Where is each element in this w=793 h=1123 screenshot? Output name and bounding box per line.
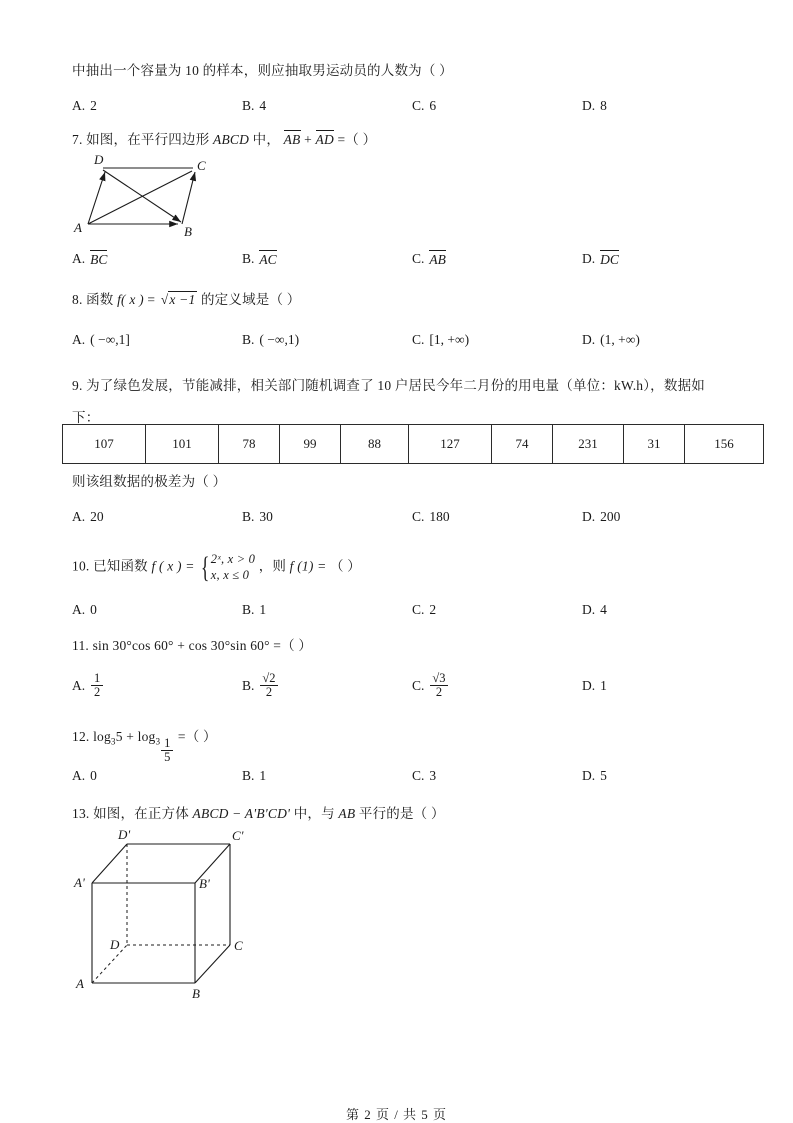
option-a[interactable] bbox=[72, 672, 242, 699]
vertex-label-b: B bbox=[192, 986, 200, 1001]
piecewise-group bbox=[198, 552, 255, 583]
fraction-numerator: √2 bbox=[262, 671, 276, 685]
option-b[interactable] bbox=[242, 768, 412, 784]
option-a-value: ( −∞,1] bbox=[90, 332, 130, 347]
vertex-label-a: A bbox=[76, 976, 84, 991]
question-6-stem: 中抽出一个容量为 10 的样本，则应抽取男运动员的人数为（ ） bbox=[72, 63, 453, 78]
table-cell: 74 bbox=[492, 425, 553, 464]
option-b-value: 1 bbox=[259, 768, 267, 783]
question-7-vector-ab: AB bbox=[283, 132, 301, 147]
question-13-stem bbox=[72, 805, 445, 824]
table-cell: 107 bbox=[63, 425, 146, 464]
fraction-denominator: 2 bbox=[265, 685, 273, 700]
option-a[interactable] bbox=[72, 602, 242, 618]
vertex-label-c: C bbox=[234, 938, 243, 953]
option-b-value: 1 bbox=[259, 602, 267, 617]
option-d-value: 200 bbox=[600, 509, 621, 524]
fraction-numerator: √3 bbox=[432, 671, 446, 685]
table-row bbox=[63, 425, 764, 464]
vertex-label-d: D bbox=[110, 937, 120, 952]
option-a-label: A. bbox=[72, 250, 86, 266]
page-footer: 第 2 页 / 共 5 页 bbox=[345, 1107, 448, 1122]
left-brace-icon: { bbox=[201, 550, 210, 584]
option-c[interactable] bbox=[412, 602, 582, 618]
question-8-function-name: f bbox=[117, 292, 122, 307]
option-d[interactable] bbox=[582, 332, 752, 348]
sqrt-icon: √x −1 bbox=[160, 292, 196, 307]
log-base: 3 bbox=[155, 736, 161, 747]
piecewise-case-2: x, x ≤ 0 bbox=[210, 567, 250, 582]
question-8-stem-post: 的定义域是（ ） bbox=[200, 292, 301, 307]
question-9-number: 9. bbox=[72, 378, 83, 393]
question-8-options bbox=[72, 332, 752, 348]
option-d-value: 1 bbox=[600, 677, 607, 693]
option-b-label: B. bbox=[242, 602, 255, 617]
parallelogram-abcd-svg bbox=[70, 152, 285, 242]
question-11-expression: sin 30°cos 60° + cos 30°sin 60° =（ ） bbox=[92, 638, 313, 653]
option-b-value: ( −∞,1) bbox=[259, 332, 300, 347]
question-7-vector-ad: AD bbox=[315, 132, 334, 147]
vertex-label-c: C bbox=[197, 158, 206, 173]
table-cell: 88 bbox=[341, 425, 409, 464]
option-a-value: 0 bbox=[90, 768, 97, 783]
option-c-value: 2 bbox=[429, 602, 437, 617]
option-c-value: 180 bbox=[429, 509, 450, 524]
fraction-denominator: 5 bbox=[164, 749, 171, 764]
option-c[interactable] bbox=[412, 250, 582, 268]
log-term-1: $\log_35$ bbox=[93, 729, 123, 747]
question-7-quad-label: ABCD bbox=[213, 132, 250, 147]
question-8-equals: = bbox=[147, 292, 156, 307]
question-11-stem bbox=[72, 637, 312, 656]
option-a-label: A. bbox=[72, 677, 86, 693]
question-7-options bbox=[72, 250, 752, 268]
question-9-stem-line2: 下： bbox=[72, 410, 100, 425]
option-c-value: 3 bbox=[429, 768, 437, 783]
question-13-stem-pre: 如图，在正方体 bbox=[93, 806, 189, 821]
question-10-f-of-one: f (1) = bbox=[289, 558, 327, 574]
vertex-label-c-prime: C' bbox=[232, 828, 244, 843]
electricity-usage-table bbox=[62, 424, 764, 464]
question-10-stem bbox=[72, 552, 361, 583]
option-c-label: C. bbox=[412, 332, 425, 347]
option-c-vector: AB bbox=[429, 252, 446, 267]
option-c-label: C. bbox=[412, 768, 425, 783]
question-10-stem-post: ，则 bbox=[258, 558, 287, 574]
question-13-line-ab: AB bbox=[338, 806, 356, 821]
option-c-label: C. bbox=[412, 509, 425, 524]
option-a[interactable] bbox=[72, 98, 242, 114]
question-12-number: 12. bbox=[72, 729, 90, 744]
question-9-text-1: 为了绿色发展，节能减排，相关部门随机调查了 10 户居民今年二月份的用电量（单位：kW.h），数据如 bbox=[86, 378, 705, 393]
option-c[interactable] bbox=[412, 98, 582, 114]
parallelogram-figure bbox=[70, 152, 285, 242]
option-a-label: A. bbox=[72, 332, 86, 347]
option-a-value: 20 bbox=[90, 509, 104, 524]
question-12-stem bbox=[72, 728, 217, 764]
log-term-2: $\log_3$ $\frac{1}{5}$ bbox=[138, 729, 175, 744]
option-b-value: 4 bbox=[259, 98, 267, 113]
log-base: 3 bbox=[110, 736, 116, 747]
question-7-plus: + bbox=[304, 132, 312, 147]
option-d[interactable] bbox=[582, 672, 752, 699]
vertex-label-d-prime: D' bbox=[118, 827, 131, 842]
question-11-options bbox=[72, 672, 752, 699]
option-a[interactable] bbox=[72, 332, 242, 348]
fraction-numerator: 1 bbox=[94, 671, 101, 685]
question-13-stem-mid: 中，与 bbox=[293, 806, 335, 821]
question-10-stem-pre: 已知函数 bbox=[93, 558, 148, 574]
option-c-label: C. bbox=[412, 98, 425, 113]
option-a-value: 0 bbox=[90, 602, 97, 617]
option-b-vector: AC bbox=[259, 252, 277, 267]
question-12-options bbox=[72, 768, 752, 784]
fraction-numerator: 1 bbox=[164, 735, 171, 750]
piecewise-rows bbox=[211, 552, 255, 583]
question-8-number: 8. bbox=[72, 292, 83, 307]
question-8-stem-pre: 函数 bbox=[86, 292, 114, 307]
option-d[interactable] bbox=[582, 250, 752, 268]
table-cell: 99 bbox=[280, 425, 341, 464]
vertex-label-d: D bbox=[94, 152, 104, 167]
option-d-label: D. bbox=[582, 677, 596, 693]
option-d[interactable] bbox=[582, 509, 752, 525]
table-cell: 101 bbox=[146, 425, 219, 464]
question-13-solid-label: ABCD − A'B'CD' bbox=[192, 806, 291, 821]
option-a-label: A. bbox=[72, 509, 86, 524]
question-12-plus: + bbox=[126, 729, 135, 744]
option-d-label: D. bbox=[582, 602, 596, 617]
option-b[interactable] bbox=[242, 332, 412, 348]
question-11-number: 11. bbox=[72, 638, 89, 653]
option-d-label: D. bbox=[582, 509, 596, 524]
cube-abcd-svg bbox=[62, 826, 292, 1016]
option-a-value: 2 bbox=[90, 98, 97, 113]
question-7-stem-pre: 如图，在平行四边形 bbox=[86, 132, 210, 147]
option-c[interactable] bbox=[412, 672, 582, 699]
question-7-number: 7. bbox=[72, 132, 83, 147]
question-9-stem-after: 则该组数据的极差为（ ） bbox=[72, 474, 227, 489]
option-d-label: D. bbox=[582, 98, 596, 113]
option-a-vector: BC bbox=[90, 252, 108, 267]
option-c-label: C. bbox=[412, 677, 425, 693]
option-d-label: D. bbox=[582, 332, 596, 347]
option-b-value: 30 bbox=[259, 509, 273, 524]
fraction-denominator: 2 bbox=[94, 685, 101, 700]
option-a[interactable] bbox=[72, 250, 242, 268]
option-d-value: 8 bbox=[600, 98, 607, 113]
question-13-stem-post: 平行的是（ ） bbox=[358, 806, 445, 821]
option-c-value: 6 bbox=[429, 98, 437, 113]
question-9-stem-line1 bbox=[72, 377, 705, 396]
option-a[interactable] bbox=[72, 768, 242, 784]
option-b-label: B. bbox=[242, 332, 255, 347]
vertex-label-a-prime: A' bbox=[74, 875, 85, 890]
option-c[interactable] bbox=[412, 332, 582, 348]
option-b-label: B. bbox=[242, 677, 255, 693]
option-a[interactable] bbox=[72, 509, 242, 525]
option-b-label: B. bbox=[242, 98, 255, 113]
table-cell: 231 bbox=[553, 425, 624, 464]
option-b-label: B. bbox=[242, 768, 255, 783]
option-a-label: A. bbox=[72, 768, 86, 783]
option-c[interactable] bbox=[412, 768, 582, 784]
log-argument-1: 5 bbox=[115, 729, 123, 744]
option-c[interactable] bbox=[412, 509, 582, 525]
option-b-label: B. bbox=[242, 250, 255, 266]
question-10-options bbox=[72, 602, 752, 618]
table-cell: 127 bbox=[409, 425, 492, 464]
question-9-options bbox=[72, 509, 752, 525]
option-c-fraction bbox=[430, 672, 447, 699]
question-10-number: 10. bbox=[72, 558, 90, 574]
option-d-label: D. bbox=[582, 250, 596, 266]
option-c-label: C. bbox=[412, 602, 425, 617]
table-cell: 156 bbox=[685, 425, 764, 464]
option-b-label: B. bbox=[242, 509, 255, 524]
option-d-value: (1, +∞) bbox=[600, 332, 640, 347]
option-b[interactable] bbox=[242, 250, 412, 268]
question-6-options bbox=[72, 98, 752, 114]
option-a-label: A. bbox=[72, 98, 86, 113]
vertex-label-a: A bbox=[74, 220, 82, 235]
question-7-equals: =（ ） bbox=[337, 132, 377, 147]
fraction-denominator: 2 bbox=[435, 685, 443, 700]
vertex-label-b: B bbox=[184, 224, 192, 239]
question-13-number: 13. bbox=[72, 806, 90, 821]
cube-figure bbox=[62, 826, 292, 1016]
option-d-value: 5 bbox=[600, 768, 607, 783]
option-d-label: D. bbox=[582, 768, 596, 783]
option-c-label: C. bbox=[412, 250, 425, 266]
option-b[interactable] bbox=[242, 98, 412, 114]
question-10-choice-paren: （ ） bbox=[330, 558, 361, 574]
option-c-value: [1, +∞) bbox=[429, 332, 470, 347]
log-argument-2-fraction bbox=[161, 737, 173, 764]
option-d[interactable] bbox=[582, 768, 752, 784]
question-12-equals: =（ ） bbox=[177, 729, 217, 744]
table-cell: 78 bbox=[219, 425, 280, 464]
option-a-label: A. bbox=[72, 602, 86, 617]
option-b[interactable] bbox=[242, 602, 412, 618]
option-d[interactable] bbox=[582, 602, 752, 618]
option-d-vector: DC bbox=[600, 252, 619, 267]
question-7-stem bbox=[72, 130, 376, 150]
question-10-function: f ( x ) = bbox=[151, 558, 195, 574]
option-d-value: 4 bbox=[600, 602, 607, 617]
vertex-label-b-prime: B' bbox=[199, 876, 210, 891]
piecewise-case-1: 2ˣ, x > 0 bbox=[210, 552, 256, 566]
table-cell: 31 bbox=[624, 425, 685, 464]
option-b[interactable] bbox=[242, 509, 412, 525]
question-7-stem-mid: 中， bbox=[252, 132, 281, 147]
option-b[interactable] bbox=[242, 672, 412, 699]
question-8-radicand: x −1 bbox=[169, 292, 196, 307]
question-8-stem bbox=[72, 291, 300, 310]
question-8-function-arg: ( x ) bbox=[121, 292, 144, 307]
option-b-fraction bbox=[260, 672, 277, 699]
option-a-fraction bbox=[91, 672, 103, 699]
option-d[interactable] bbox=[582, 98, 752, 114]
